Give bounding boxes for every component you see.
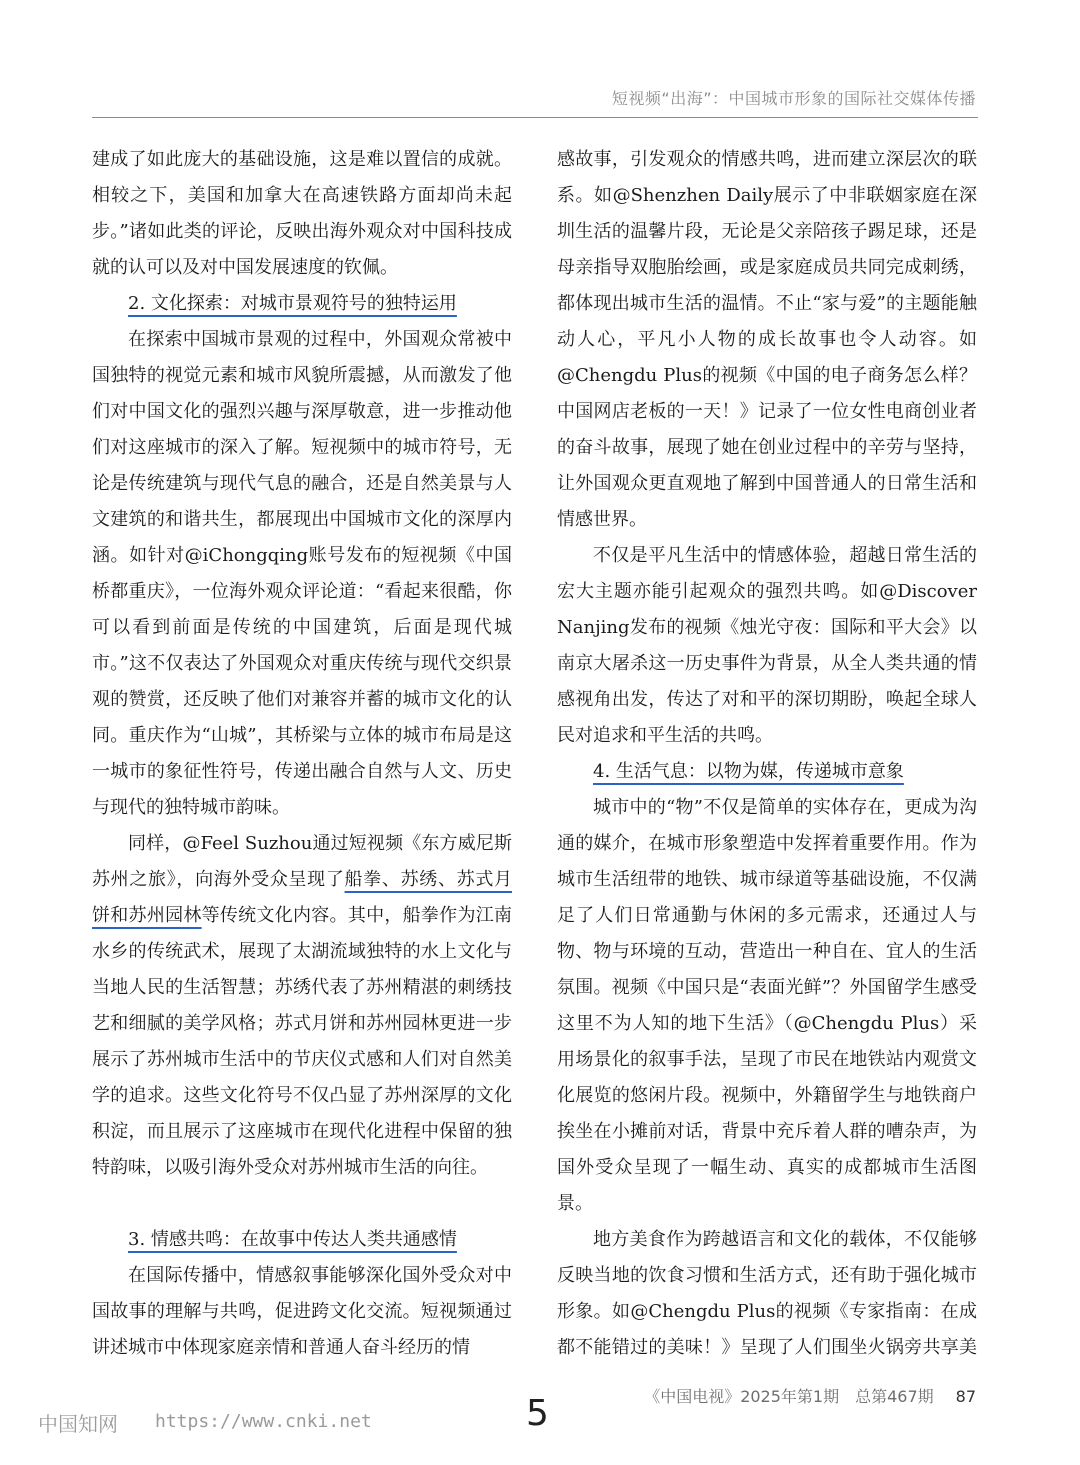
heading-text: 3. 情感共鸣：在故事中传达人类共通感情 — [128, 1229, 457, 1250]
section-heading-3 — [92, 1222, 512, 1258]
running-title: 短视频“出海”：中国城市形象的国际社交媒体传播 — [611, 89, 976, 108]
text-run: 同样，@Feel Suzhou通过短视频《东方威尼斯苏州之旅》，向海外受众呈现了 — [92, 833, 512, 890]
paragraph: 地方美食作为跨越语言和文化的载体，不仅能够反映当地的饮食习惯和生活方式，还有助于强化城市形象。如@Chengdu Plus的视频《专家指南：在成都不能错过的美味！》呈现了人们围坐火锅旁共享美 — [557, 1229, 977, 1358]
text-run: 等传统文化内容。其中，船拳作为江南水乡的传统武术，展现了太湖流域独特的水上文化与当地人民的生活智慧；苏绣代表了苏州精湛的刺绣技艺和细腻的美学风格；苏式月饼和苏州园林更进一步展示了苏州城市生活中的节庆仪式感和人们对自然美学的追求。这些文化符号不仅凸显了苏州深厚的文化积淀，而且展示了这座城市在现代化进程中保留的独特韵味，以吸引海外受众对苏州城市生活的向往。 — [92, 905, 512, 1178]
watermark-url: https://www.cnki.net — [155, 1411, 372, 1432]
bottom-page-index: 5 — [526, 1393, 549, 1434]
page-number: 87 — [955, 1387, 976, 1406]
right-column — [557, 142, 977, 1368]
left-column — [92, 142, 512, 1232]
section-heading-2 — [92, 286, 512, 322]
paragraph — [92, 826, 512, 1186]
paragraph: 在国际传播中，情感叙事能够深化国外受众对中国故事的理解与共鸣，促进跨文化交流。短视频通过讲述城市中体现家庭亲情和普通人奋斗经历的情 — [92, 1265, 512, 1358]
highlighted-text: 船拳、苏绣、苏式月饼和苏州园林 — [92, 869, 512, 926]
paragraph: 建成了如此庞大的基础设施，这是难以置信的成就。相较之下，美国和加拿大在高速铁路方面却尚未起步。”诸如此类的评论，反映出海外观众对中国科技成就的认可以及对中国发展速度的钦佩。 — [92, 149, 512, 278]
header-rule — [92, 117, 978, 118]
paragraph: 感故事，引发观众的情感共鸣，进而建立深层次的联系。如@Shenzhen Daily展示了中非联姻家庭在深圳生活的温馨片段，无论是父亲陪孩子踢足球，还是母亲指导双胞胎绘画，或是家庭成员共同完成刺绣，都体现出城市生活的温情。不止“家与爱”的主题能触动人心，平凡小人物的成长故事也令人动容。如@Chengdu Plus的视频《中国的电子商务怎么样？中国网店老板的一天！》记录了一位女性电商创业者的奋斗故事，展现了她在创业过程中的辛劳与坚持，让外国观众更直观地了解到中国普通人的日常生活和情感世界。 — [557, 149, 977, 530]
cnki-logo: 中国知网 — [38, 1412, 118, 1436]
paragraph: 不仅是平凡生活中的情感体验，超越日常生活的宏大主题亦能引起观众的强烈共鸣。如@Discover Nanjing发布的视频《烛光守夜：国际和平大会》以南京大屠杀这一历史事件为背景，从全人类共通的情感视角出发，传达了对和平的深切期盼，唤起全球人民对追求和平生活的共鸣。 — [557, 545, 977, 746]
left-column-bottom — [92, 1222, 512, 1370]
footer-journal — [644, 1384, 976, 1407]
heading-text: 2. 文化探索：对城市景观符号的独特运用 — [128, 293, 457, 314]
section-heading-4 — [557, 754, 977, 790]
journal-info: 《中国电视》2025年第1期 总第467期 — [644, 1387, 934, 1406]
paragraph: 城市中的“物”不仅是简单的实体存在，更成为沟通的媒介，在城市形象塑造中发挥着重要作用。作为城市生活纽带的地铁、城市绿道等基础设施，不仅满足了人们日常通勤与休闲的多元需求，还通过人与物、物与环境的互动，营造出一种自在、宜人的生活氛围。视频《中国只是“表面光鲜”？外国留学生感受这里不为人知的地下生活》（@Chengdu Plus）采用场景化的叙事手法，呈现了市民在地铁站内观赏文化展览的悠闲片段。视频中，外籍留学生与地铁商户挨坐在小摊前对话，背景中充斥着人群的嘈杂声，为国外受众呈现了一幅生动、真实的成都城市生活图景。 — [557, 797, 977, 1214]
heading-text: 4. 生活气息：以物为媒，传递城市意象 — [593, 761, 904, 782]
paragraph: 在探索中国城市景观的过程中，外国观众常被中国独特的视觉元素和城市风貌所震撼，从而激发了他们对中国文化的强烈兴趣与深厚敬意，进一步推动他们对这座城市的深入了解。短视频中的城市符号，无论是传统建筑与现代气息的融合，还是自然美景与人文建筑的和谐共生，都展现出中国城市文化的深厚内涵。如针对@iChongqing账号发布的短视频《中国桥都重庆》，一位海外观众评论道：“看起来很酷，你可以看到前面是传统的中国建筑，后面是现代城市。”这不仅表达了外国观众对重庆传统与现代交织景观的赞赏，还反映了他们对兼容并蓄的城市文化的认同。重庆作为“山城”，其桥梁与立体的城市布局是这一城市的象征性符号，传递出融合自然与人文、历史与现代的独特城市韵味。 — [92, 329, 512, 818]
